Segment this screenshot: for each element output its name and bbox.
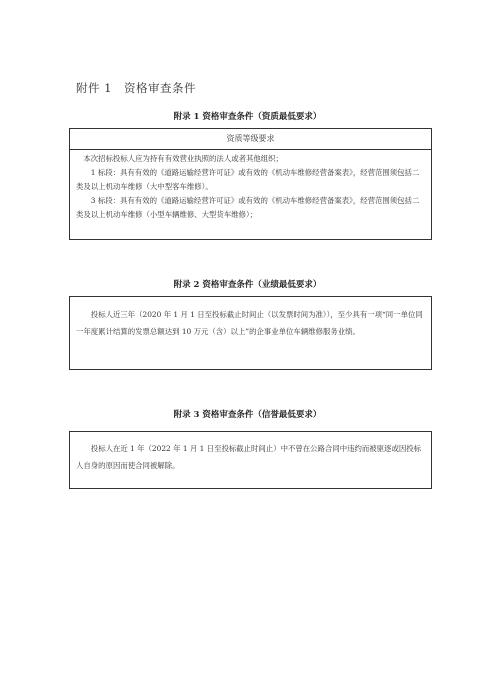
page-heading: 附件 1 资格审查条件 xyxy=(76,81,196,95)
qualification-table-header: 资质等级要求 xyxy=(70,129,431,150)
qualification-table-body xyxy=(70,150,431,224)
performance-paragraph: 投标人近三年（2020 年 1 月 1 日至投标截止时间止（以发票时间为准）），至少具有一项“同一单位同一年度累计结算的发票总额达到 10 万元（含）以上”的企事业单位车辆维修服务业绩。 xyxy=(76,310,423,336)
credibility-box-body xyxy=(70,432,431,476)
qualification-table xyxy=(69,128,432,240)
section-title-qualification: 附录 1 资格审查条件（资质最低要求） xyxy=(173,112,322,122)
section-title-performance: 附录 2 资格审查条件（业绩最低要求） xyxy=(173,280,322,290)
section-title-credibility: 附录 3 资格审查条件（信誉最低要求） xyxy=(173,410,322,420)
performance-box-body xyxy=(70,297,431,342)
credibility-box xyxy=(69,431,432,489)
performance-box xyxy=(69,296,432,370)
credibility-paragraph: 投标人在近 1 年（2022 年 1 月 1 日至投标截止时间止）中不曾在公路合同中违约而被驱逐或因投标人自身的原因而使合同被解除。 xyxy=(76,444,422,470)
qualification-paragraph: 本次招标投标人应为持有有效营业执照的法人或者其他组织； xyxy=(83,154,283,163)
qualification-paragraph: 1 标段：具有有效的《道路运输经营许可证》或有效的《机动车维修经营备案表》，经营范围须包括二类及以上机动车维修（大中型客车维修）。 xyxy=(76,168,420,191)
qualification-paragraph: 3 标段：具有有效的《道路运输经营许可证》或有效的《机动车维修经营备案表》，经营范围须包括二类及以上机动车维修（小型车辆维修、大型货车维修）； xyxy=(76,196,420,219)
